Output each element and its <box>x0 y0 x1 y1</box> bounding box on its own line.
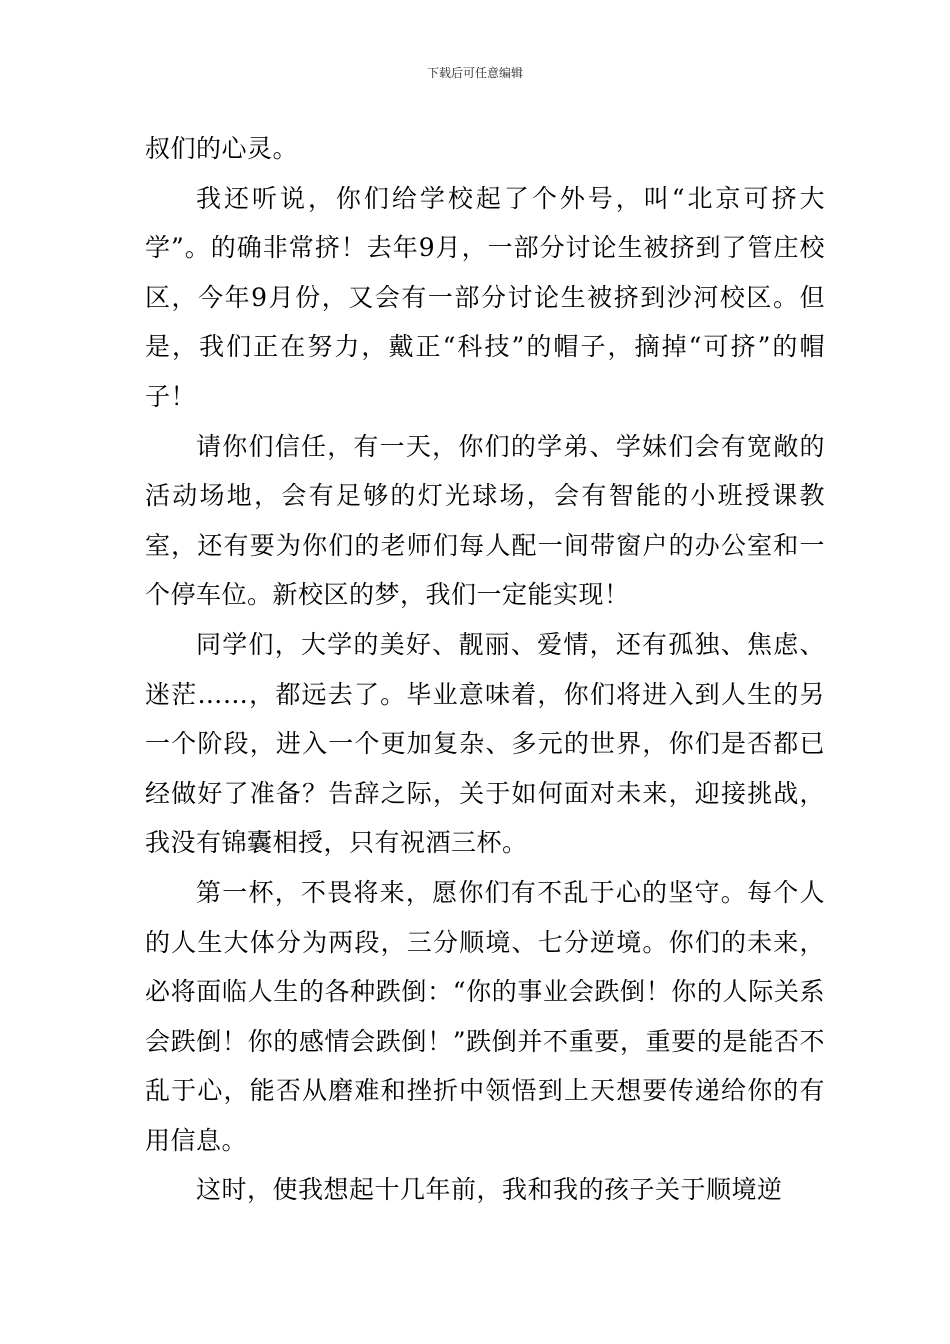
document-body <box>145 124 825 1215</box>
paragraph-2: 我还听说，你们给学校起了个外号，叫“北京可挤大学”。的确非常挤！去年9月，一部分讨论生被挤到了管庄校区，今年9月份，又会有一部分讨论生被挤到沙河校区。但是，我们正在努力，戴正“科技”的帽子，摘掉“可挤”的帽子！ <box>145 183 825 411</box>
paragraph-5: 第一杯，不畏将来，愿你们有不乱于心的坚守。每个人的人生大体分为两段，三分顺境、七分逆境。你们的未来，必将面临人生的各种跌倒：“你的事业会跌倒！你的人际关系会跌倒！你的感情会跌倒！”跌倒并不重要，重要的是能否不乱于心，能否从磨难和挫折中领悟到上天想要传递给你的有用信息。 <box>145 877 825 1155</box>
paragraph-1: 叔们的心灵。 <box>145 134 299 163</box>
paragraph-6: 这时，使我想起十几年前，我和我的孩子关于顺境逆 <box>196 1175 783 1205</box>
paragraph-4: 同学们，大学的美好、靓丽、爱情，还有孤独、焦虑、迷茫……，都远去了。毕业意味着，你们将进入到人生的另一个阶段，进入一个更加复杂、多元的世界，你们是否都已经做好了准备？告辞之际，关于如何面对未来，迎接挑战，我没有锦囊相授，只有祝酒三杯。 <box>145 629 825 858</box>
paragraph-3: 请你们信任，有一天，你们的学弟、学妹们会有宽敞的活动场地，会有足够的灯光球场，会有智能的小班授课教室，还有要为你们的老师们每人配一间带窗户的办公室和一个停车位。新校区的梦，我们一定能实现！ <box>145 431 825 610</box>
page-header: 下载后可任意编辑 <box>426 66 523 80</box>
